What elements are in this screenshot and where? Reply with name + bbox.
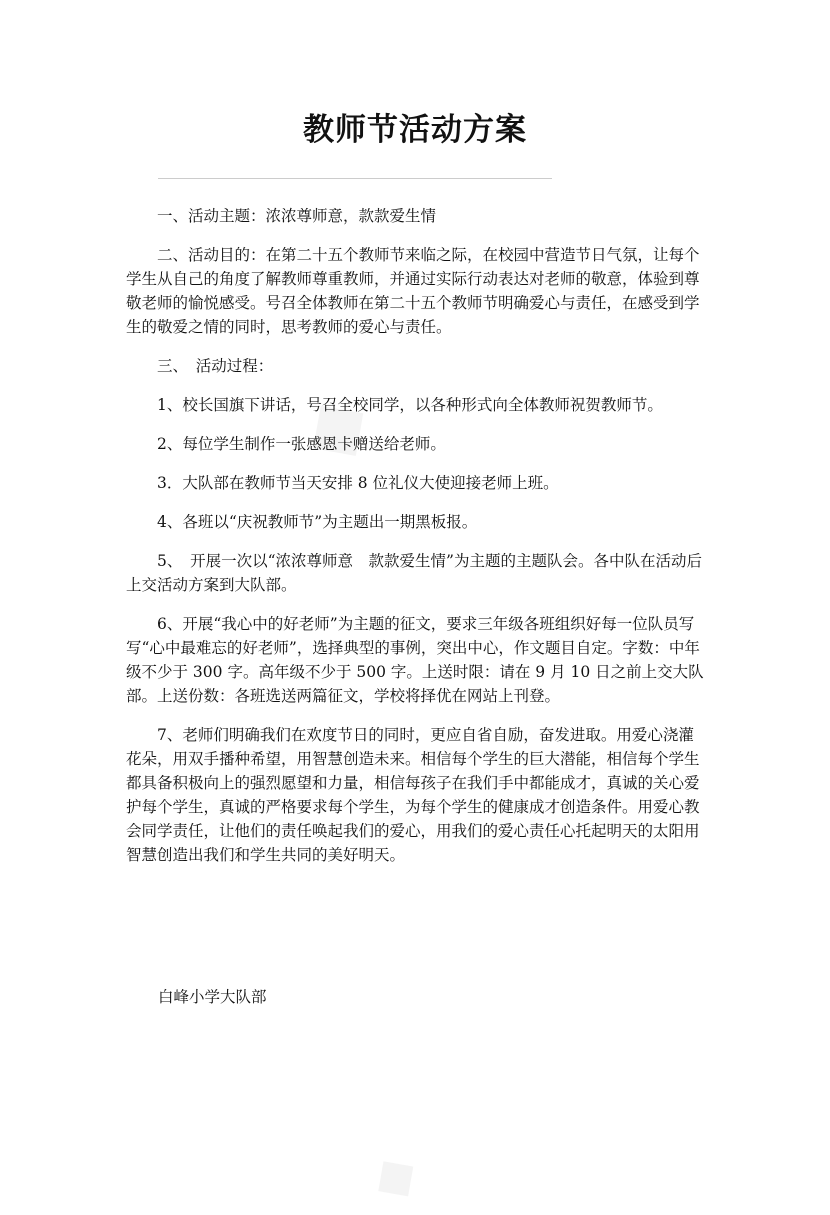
signature: 白峰小学大队部: [158, 988, 267, 1006]
paragraph-process-heading: 三、 活动过程：: [157, 357, 274, 375]
paragraph-item-5: 5、 开展一次以“浓浓尊师意 款款爱生情”为主题的主题队会。各中队在活动后上交活动方案到大队部。: [126, 552, 702, 594]
paragraph-item-7: 7、老师们明确我们在欢度节日的同时，更应自省自励，奋发进取。用爱心浇灌花朵，用双手播种希望，用智慧创造未来。相信每个学生的巨大潜能，相信每个学生都具备积极向上的强烈愿望和力量，相信每孩子在我们手中都能成才，真诚的关心爱护每个学生，真诚的严格要求每个学生，为每个学生的健康成才创造条件。用爱心教会同学责任，让他们的责任唤起我们的爱心，用我们的爱心责任心托起明天的太阳用智慧创造出我们和学生共同的美好明天。: [126, 726, 700, 864]
paragraph-item-1: 1、校长国旗下讲话，号召全校同学，以各种形式向全体教师祝贺教师节。: [157, 396, 663, 414]
title-divider: [158, 178, 552, 179]
paragraph-item-6: 6、开展“我心中的好老师”为主题的征文，要求三年级各班组织好每一位队员写写“心中最难忘的好老师”，选择典型的事例，突出中心，作文题目自定。字数：中年级不少于 300 字。高年级不少于 500 字。上送时限：请在 9 月 10 日之前上交大队部。上送份数：各班选送两篇征文，学校将择优在网站上刊登。: [126, 615, 704, 705]
paragraph-item-4: 4、各班以“庆祝教师节”为主题出一期黑板报。: [157, 513, 478, 531]
paragraph-theme: 一、活动主题：浓浓尊师意，款款爱生情: [157, 207, 437, 225]
paragraph-item-3: 3．大队部在教师节当天安排 8 位礼仪大使迎接老师上班。: [157, 474, 559, 492]
document-title: 教师节活动方案: [303, 112, 527, 148]
document-body: [126, 204, 706, 882]
paragraph-purpose: 二、活动目的：在第二十五个教师节来临之际，在校园中营造节日气氛，让每个学生从自己的角度了解教师尊重教师，并通过实际行动表达对老师的敬意，体验到尊敬老师的愉悦感受。号召全体教师在第二十五个教师节明确爱心与责任，在感受到学生的敬爱之情的同时，思考教师的爱心与责任。: [126, 246, 700, 336]
paragraph-item-2: 2、每位学生制作一张感恩卡赠送给老师。: [157, 435, 446, 453]
watermark-bottom: [357, 1070, 522, 1211]
